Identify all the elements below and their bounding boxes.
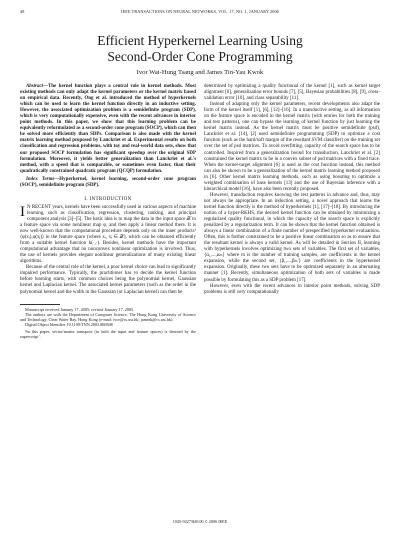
running-header: [20, 9, 380, 17]
drop-cap: I: [20, 203, 25, 220]
intro-paragraph-2: Because of the central role of the kernel, a poor kernel choice can lead to significantly impaired performance. Typically, the practitioner has to decide the kernel function before learning starts, with common choices being the polynomial kernel, Gaussian kernel and Laplacian kernel. The associated kernel parameters (such as the order in the polynomial kernel and the width in the Gaussian (or Laplacian kernel) can then be: [20, 265, 196, 295]
copyright-code: 1045-9227/$20.00 © 2006 IEEE: [172, 519, 228, 524]
right-column: [204, 84, 380, 339]
right-paragraph-3: However, transduction requires knowing the test patterns in advance and, thus, may not always be appropriate. In an induction setting, a novel approach that learns the kernel function directly is the method of hyperkernels [1], [17]–[18]. By introducing the notion of a hyper-RKHS, the desired kernel function can be obtained by minimizing a regularized quality functional, in which the capacity of the search space is explicitly penalized by a regularization term. It can be shown that the kernel function obtained is always a linear combination of a finite number of prespecified hyperkernel evaluations. Often, this is further constrained to be a positive linear combination so as to ensure that the resultant kernel is always a valid kernel. As will be detailed in Section II, learning with hyperkernels involves optimizing two sets of variables. The first set of variables, {α₁,...,αₘ} where m is the number of training samples, are coefficients in the kernel expansion, while the second set, {β₁,...,βₘ′} are coefficients in the hyperkernel expansion. Originally, these two sets have to be optimized separately in an alternating manner [1]. Recently, simultaneous optimization of both sets of variables is made possible by formulating this as a SDP problem [17].: [204, 192, 380, 283]
footnote-affiliation: The authors are with the Department of Computer Science, The Hong Kong University of Science and Technology, Clear Water Bay, Hong Kong (e-mail: ivor@cs.ust.hk; jamesk@cs.ust.hk).: [20, 311, 196, 322]
footnote-received: Manuscript received January 17, 2005; revised January 17, 2005.: [25, 306, 135, 312]
footnotes: [20, 307, 196, 340]
page-number: 48: [20, 9, 25, 14]
abstract: [20, 84, 196, 189]
section-heading-introduction: I. INTRODUCTION: [84, 195, 132, 202]
abstract-text: The kernel function plays a central role in kernel methods. Most existing methods can only adapt the kernel parameters or the kernel matrix based on empirical data. Recently, Ong et al. introduced the method of hyperkernels which can be used to learn the kernel function directly in an inductive setting. However, the associated optimization problem is a semidefinite program (SDP), which is very computationally expensive, even with the recent advances in interior point methods. In this paper, we show that this learning problem can be equivalently reformulated as a second-order cone program (SOCP), which can then be solved more efficiently than SDPs. Comparison is also made with the kernel matrix learning method proposed by Lanckriet et al. Experimental results on both classification and regression problems, with toy and real-world data sets, show that our proposed SOCP formulation has significant speedup over the original SDP formulation. Moreover, it yields better generalization than Lanckriet et al.'s method, with a speed that is comparable, or sometimes even faster, than their quadratically constrained quadratic program (QCQP) formulation.: [20, 84, 196, 174]
title-line-1: Efficient Hyperkernel Learning Using: [97, 33, 303, 48]
index-terms-text: Hyperkernel, kernel learning, second-order cone program (SOCP), semidefinite program (SDP).: [20, 176, 197, 188]
intro-paragraph-1: [20, 205, 196, 265]
right-paragraph-1: determined by optimizing a quality functional of the kernel [1], such as kernel target alignment [6], generalization error bounds [7], [5], Bayesian probabilities [8], [9], cross-validation error [10], and class separability [11].: [204, 84, 380, 102]
right-paragraph-4: However, even with the recent advances in interior point methods, solving SDP problems is still very computationally: [204, 283, 380, 295]
footnote-rule: [20, 304, 60, 305]
running-title: IEEE TRANSACTIONS ON NEURAL NETWORKS, VOL. 17, NO. 1, JANUARY 2006: [121, 9, 279, 14]
right-paragraph-2: Instead of adapting only the kernel parameters, recent developments also adapt the form of the kernel itself [1], [6], [12]–[16]. In a transductive setting, as all information on the feature space is encoded in the kernel matrix (with entries for both the training and test patterns), one can bypass the learning of kernel function by just learning the kernel matrix instead. As the kernel matrix must be positive semidefinite (psd), Lanckriet et al. [14], [2] used semidefinite programming (SDP) to optimize a cost function (such as the hard/soft margin of the resultant SVM classifier) on the training set over the set of psd matrices. To avoid overfitting, capacity of the search space has to be controlled. Inspired from a generalization bound for transduction, Lanckriet et al. [2] constrained the kernel matrix to be in a convex subset of psd matrices with a fixed trace. When the kernel-target alignment [6] is used as the cost function instead, this method can also be shown to be a generalization of the kernel matrix learning method proposed in [6]. Other kernel matrix learning methods, such as using boosting to optimize a weighted combination of base kernels [13] and the use of Bayesian inference with a hierarchical model [16], have also been recently proposed.: [204, 102, 380, 192]
footnote-doi: Digital Object Identifier 10.1109/TNN.2005.860848: [25, 321, 113, 327]
footnote-transpose-note: ¹In this paper, vector/matrix transpose (in both the input and feature spaces) is denoted by the superscript ′.: [20, 328, 196, 340]
index-terms-lead: Index Terms—: [26, 176, 60, 182]
two-column-body: [20, 84, 380, 339]
left-column: [20, 84, 196, 339]
paper-title: [20, 33, 380, 64]
abstract-lead: Abstract—: [26, 84, 48, 89]
intro-paragraph-1-text: N RECENT years, kernels have been successfully used in various aspects of machine learning, such as classification, regression, clustering, ranking, and principal component analysis [3]–[5]. The basic idea is to map the data in the input space 𝒳 to a feature space via some nonlinear map φ, and then apply a linear method there. It is now well-known that the computational procedure depends only on the inner products¹ ⟨φ(xᵢ),φ(xⱼ)⟩ in the feature space (where xᵢ, xⱼ ∈ 𝒳), which can be obtained efficiently from a suitable kernel function k(·,·). Besides, kernel methods have the important computational advantage that no nonconvex nonlinear optimization is involved. Thus, the use of kernels provides elegant nonlinear generalizations of many existing linear algorithms.: [20, 204, 196, 265]
author-list: Ivor Wai-Hung Tsang and James Tin-Yau Kwok: [136, 69, 264, 76]
title-line-2: Second-Order Cone Programming: [107, 48, 293, 64]
